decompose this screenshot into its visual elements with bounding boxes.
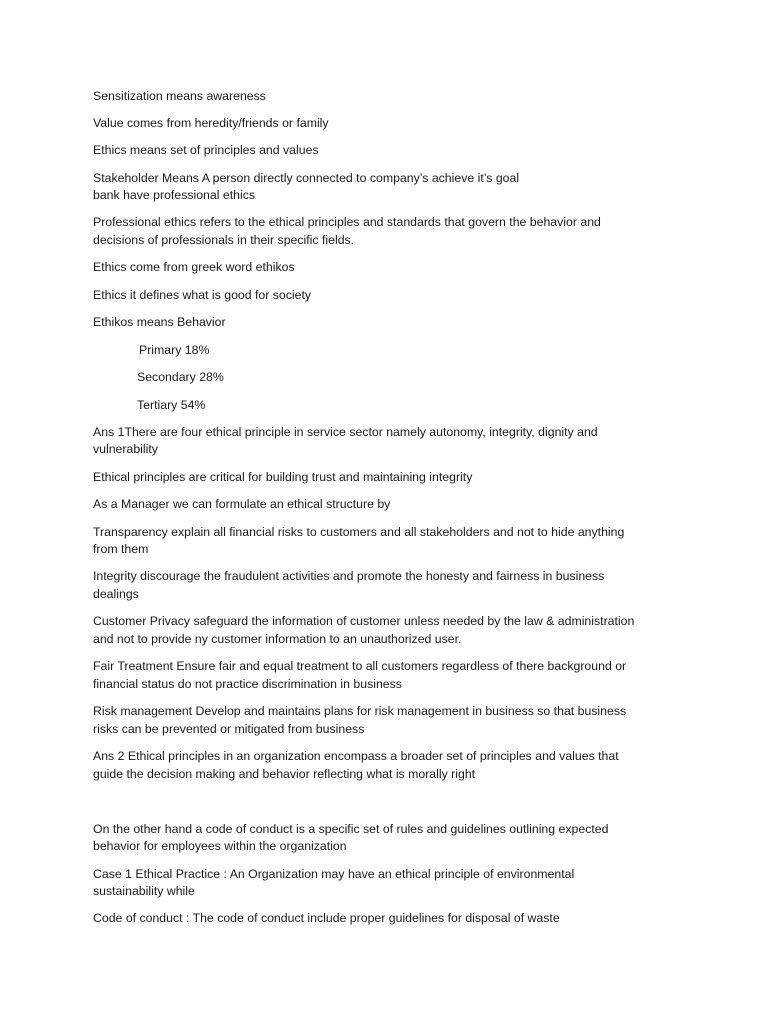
text-line: Value comes from heredity/friends or family — [93, 116, 329, 130]
text-line: bank have professional ethics — [93, 188, 256, 202]
text-line: Ethics come from greek word ethikos — [93, 260, 295, 274]
text-line: Stakeholder Means A person directly connected to company’s achieve it’s goal — [93, 171, 520, 185]
text-line: from them — [93, 542, 149, 556]
text-line: On the other hand a code of conduct is a specific set of rules and guidelines outlining expected — [93, 822, 609, 836]
text-line: Ans 2 Ethical principles in an organization encompass a broader set of principles and values that — [93, 749, 619, 763]
text-line: Tertiary 54% — [137, 398, 206, 412]
text-line: Sensitization means awareness — [93, 89, 266, 103]
text-line: financial status do not practice discrimination in business — [93, 677, 402, 691]
text-line: and not to provide ny customer information to an unauthorized user. — [93, 632, 462, 646]
text-line: behavior for employees within the organization — [93, 839, 347, 853]
text-line: Secondary 28% — [137, 370, 224, 384]
text-line: Integrity discourage the fraudulent activities and promote the honesty and fairness in business — [93, 569, 605, 583]
text-line: Customer Privacy safeguard the information of customer unless needed by the law & administration — [93, 614, 635, 628]
text-line: Professional ethics refers to the ethical principles and standards that govern the behavior and — [93, 215, 601, 229]
text-line: Risk management Develop and maintains plans for risk management in business so that business — [93, 704, 627, 718]
text-line: Ans 1There are four ethical principle in service sector namely autonomy, integrity, dignity and — [93, 425, 598, 439]
text-line: dealings — [93, 587, 139, 601]
text-line: Ethics it defines what is good for society — [93, 288, 312, 302]
text-line: guide the decision making and behavior reflecting what is morally right — [93, 767, 476, 781]
text-line: Fair Treatment Ensure fair and equal treatment to all customers regardless of there background or — [93, 659, 627, 673]
text-line: Ethikos means Behavior — [93, 315, 226, 329]
text-line: Code of conduct : The code of conduct include proper guidelines for disposal of waste — [93, 911, 560, 925]
text-line: Transparency explain all financial risks to customers and all stakeholders and not to hide anything — [93, 525, 625, 539]
text-line: decisions of professionals in their specific fields. — [93, 233, 355, 247]
text-line: risks can be prevented or mitigated from business — [93, 722, 365, 736]
text-line: Ethics means set of principles and values — [93, 143, 319, 157]
text-line: As a Manager we can formulate an ethical structure by — [93, 497, 391, 511]
text-line: vulnerability — [93, 442, 158, 456]
text-line: Ethical principles are critical for building trust and maintaining integrity — [93, 470, 473, 484]
text-line: Primary 18% — [139, 343, 210, 357]
text-line: Case 1 Ethical Practice : An Organization may have an ethical principle of environmental — [93, 867, 575, 881]
text-line: sustainability while — [93, 884, 195, 898]
